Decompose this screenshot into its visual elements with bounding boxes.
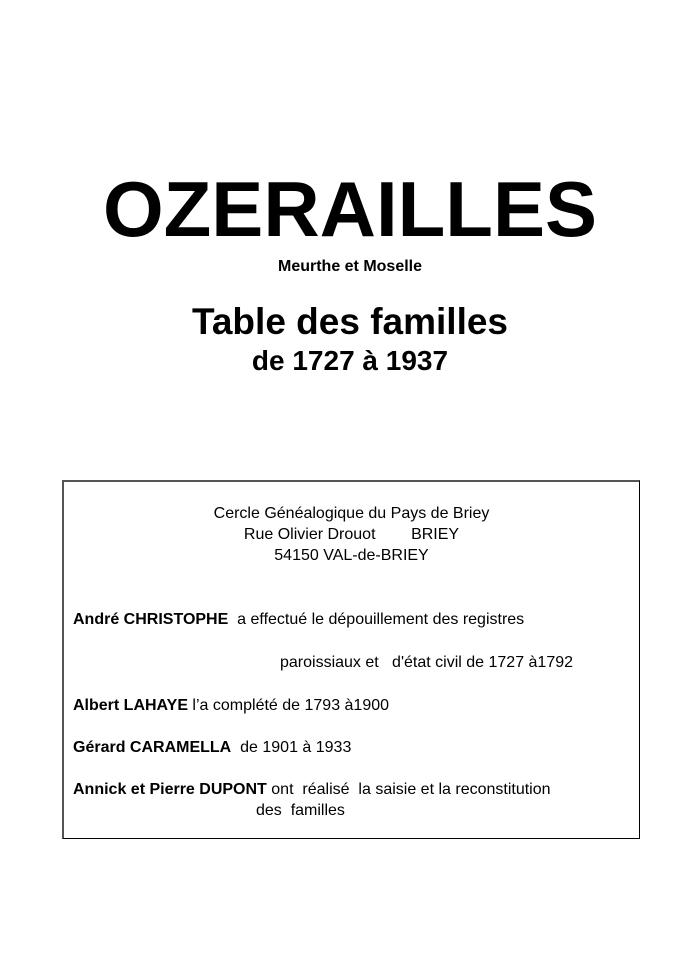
contributor-name: Annick et Pierre DUPONT <box>73 781 267 798</box>
document-title: OZERAILLES <box>102 165 597 253</box>
contributor-christophe <box>73 609 524 630</box>
contributor-continuation: paroissiaux et d'état civil de 1727 à1792 <box>280 654 574 671</box>
credits-box <box>62 480 640 839</box>
contributor-name: Gérard CARAMELLA <box>73 739 232 756</box>
organization-name: Cercle Généalogique du Pays de Briey <box>213 505 490 522</box>
contributor-text: de 1901 à 1933 <box>231 739 352 756</box>
contributor-name: Albert LAHAYE <box>73 697 188 714</box>
organization-address <box>64 503 639 566</box>
contributor-text: l’a complété de 1793 à1900 <box>187 697 390 714</box>
contributor-lahaye <box>73 695 389 716</box>
region-label: Meurthe et Moselle <box>277 258 423 275</box>
contributor-text: ont réalisé la saisie et la reconstitution <box>266 781 551 798</box>
contributor-name: André CHRISTOPHE <box>73 611 229 628</box>
contributor-text: a effectué le dépouillement des registres <box>228 611 525 628</box>
contributor-dupont <box>73 779 551 800</box>
organization-street: Rue Olivier Drouot BRIEY <box>243 526 460 543</box>
contributor-continuation: des familles <box>256 802 345 819</box>
contributor-caramella <box>73 737 351 758</box>
document-subtitle: Table des familles <box>192 301 508 342</box>
date-range: de 1727 à 1937 <box>251 345 449 376</box>
organization-postal: 54150 VAL-de-BRIEY <box>274 547 429 564</box>
